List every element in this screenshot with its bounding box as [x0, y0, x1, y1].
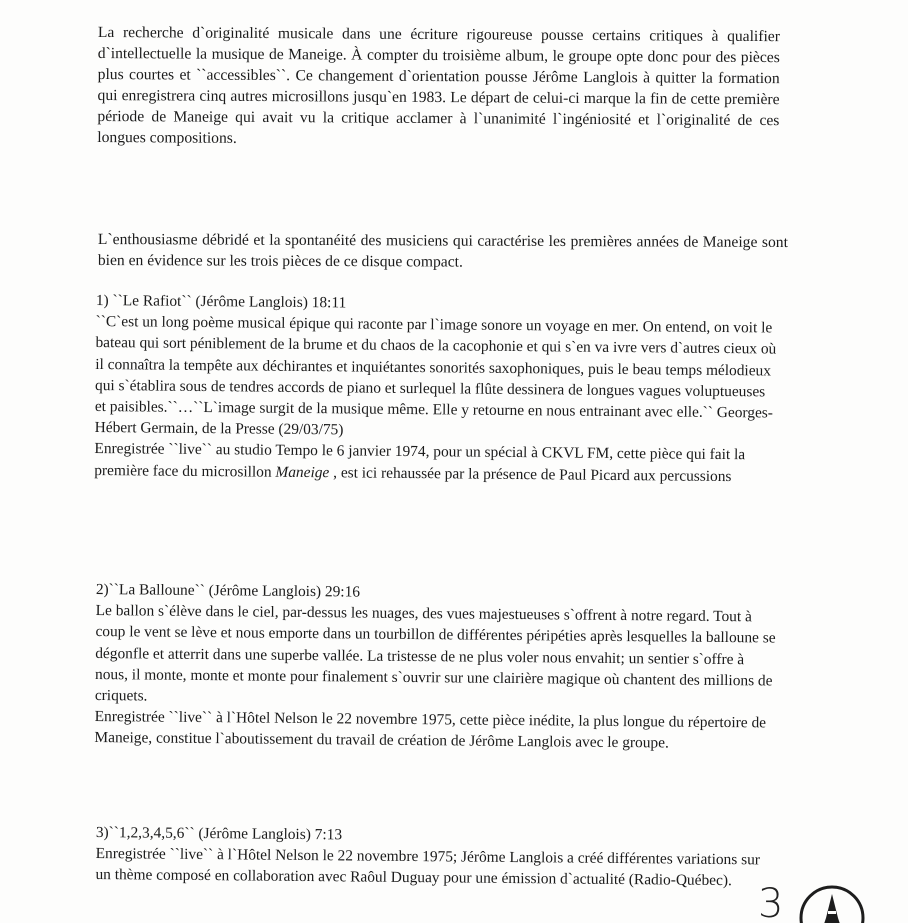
track-recording-note: Enregistrée ``live`` à l`Hôtel Nelson le 22 novembre 1975, cette pièce inédite, la plus longue du répertoire de Maneige, constitue l`aboutissement du travail de création de Jérôme Langlois avec le groupe.: [94, 708, 767, 752]
label-logo-icon: [798, 884, 866, 923]
track-recording-note: Enregistrée ``live`` à l`Hôtel Nelson le 22 novembre 1975; Jérôme Langlois a créé différentes variations sur un thème composé en collaboration avec Raôul Duguay pour une émission d`actualité (Radio-Québec).: [95, 845, 761, 890]
track-heading: 3)``1,2,3,4,5,6`` (Jérôme Langlois) 7:13: [95, 823, 343, 844]
track-heading: 2)``La Balloune`` (Jérôme Langlois) 29:16: [95, 580, 361, 601]
enthusiasm-paragraph: L`enthousiasme débridé et la spontanéité des musiciens qui caractérise les premières années de Maneige sont bien en évidence sur les trois pièces de ce disque compact.: [97, 230, 788, 271]
track-recording-note: [94, 438, 776, 487]
track-section: [94, 579, 778, 755]
track-section: [94, 290, 778, 487]
recording-text: Enregistrée ``live`` au studio Tempo le 6 janvier 1974, pour un spécial à CKVL FM, cette pièce qui fait la première face du microsillon: [94, 440, 746, 481]
recording-text: , est ici rehaussée par la présence de Paul Picard aux percussions: [329, 463, 732, 485]
track-section: [95, 822, 778, 892]
album-title: Maneige: [275, 463, 330, 481]
intro-paragraph: La recherche d`originalité musicale dans une écriture rigoureuse pousse certains critiques à qualifier d`intellectuelle la musique de Maneige. À compter du troisième album, le groupe opte donc pour des pièces plus courtes et ``accessibles``. Ce changement d`orientation pousse Jérôme Langlois à quitter la formation qui enregistrera cinq autres microsillons jusqu`en 1983. Le départ de celui-ci marque la fin de cette première période de Maneige qui avait vu la critique acclamer à l`unanimité l`ingéniosité et l`originalité de ces longues compositions.: [97, 23, 780, 147]
track-heading: 1) ``Le Rafiot`` (Jérôme Langlois) 18:11: [95, 291, 347, 312]
page-number: 3: [758, 881, 784, 923]
track-description: Le ballon s`élève dans le ciel, par-dessus les nuages, des vues majestueuses s`offrent à notre regard. Tout à coup le vent se lève et nous emporte dans un tourbillon de différentes péripéties après lesquelles la balloune se dégonfle et atterrit dans une superbe vallée. La tristesse de ne plus voler nous envahit; un sentier s`offre à nous, il monte, monte et monte pour finalement s`ouvrir sur une clairière magique où chantent des millions de criquets.: [94, 602, 776, 705]
track-description: ``C`est un long poème musical épique qui raconte par l`image sonore un voyage en mer. On entend, on voit le bateau qui sort péniblement de la brume et du chaos de la cacophonie et qui s`en va ivre vers d`autres cieux où il connaîtra la tempête aux déchirantes et inquiétantes sonorités saxophoniques, puis le beau temps mélodieux qui s`établira sous de tendres accords de piano et surlequel la flûte dessinera de longues vagues voluptueuses et paisibles.``…``L`image surgit de la musique même. Elle y retourne en nous entrainant avec elle.`` Georges-Hébert Germain, de la Presse (29/03/75): [94, 313, 777, 439]
